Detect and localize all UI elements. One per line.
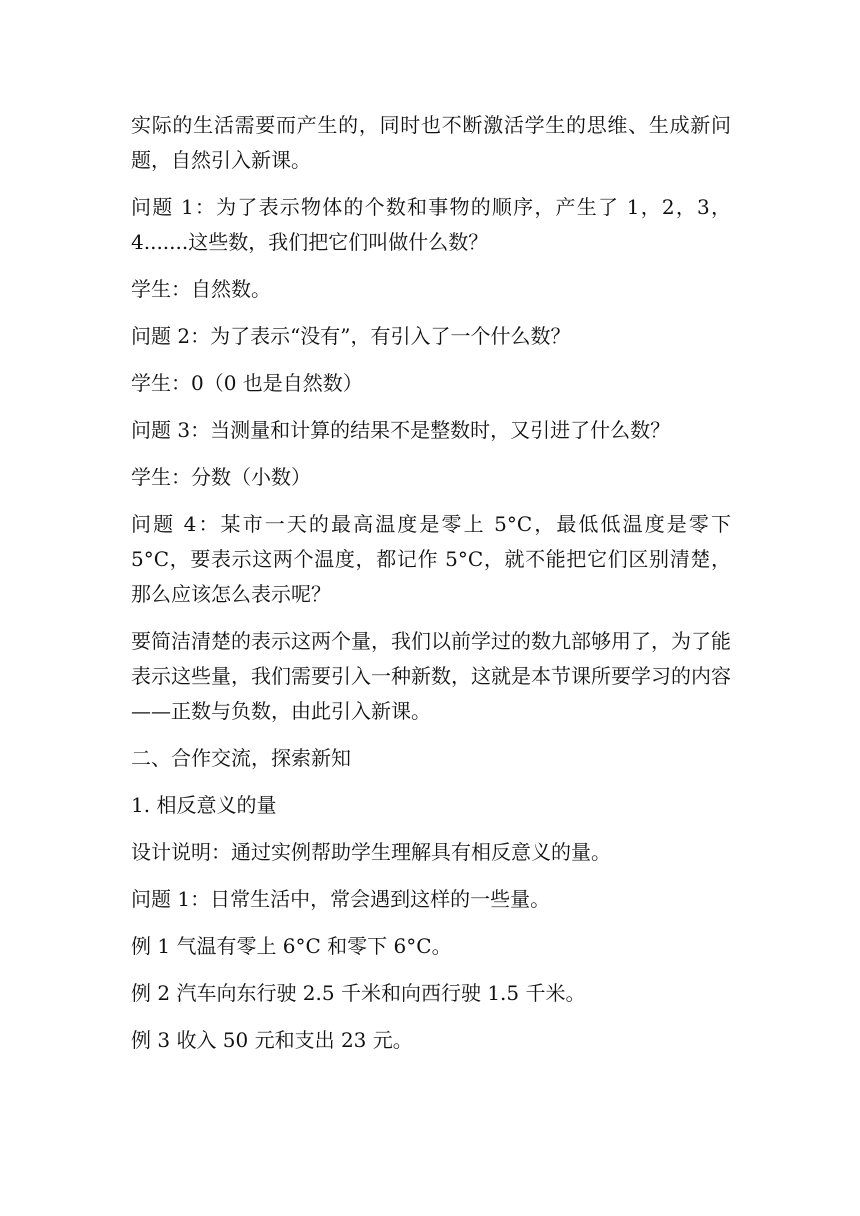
paragraph-student-answer-1: 学生：自然数。 — [131, 277, 271, 301]
paragraph-explanation: 要简洁清楚的表示这两个量，我们以前学过的数九部够用了，为了能表示这些量，我们需要引入一种新数，这就是本节课所要学习的内容——正数与负数，由此引入新课。 — [131, 629, 731, 723]
paragraph-student-answer-3: 学生：分数（小数） — [131, 465, 311, 489]
paragraph-question-1: 问题 1：为了表示物体的个数和事物的顺序，产生了 1，2，3，4.......这些数，我们把它们叫做什么数？ — [131, 195, 731, 254]
paragraph-example-2: 例 2 汽车向东行驶 2.5 千米和向西行驶 1.5 千米。 — [131, 981, 586, 1005]
paragraph-example-3: 例 3 收入 50 元和支出 23 元。 — [131, 1028, 413, 1052]
paragraph-intro: 实际的生活需要而产生的，同时也不断激活学生的思维、生成新问题，自然引入新课。 — [131, 113, 731, 172]
paragraph-question-daily: 问题 1：日常生活中，常会遇到这样的一些量。 — [131, 887, 551, 911]
document-body — [131, 108, 731, 1070]
paragraph-question-2: 问题 2：为了表示“没有”，有引入了一个什么数？ — [131, 324, 571, 348]
paragraph-question-3: 问题 3：当测量和计算的结果不是整数时，又引进了什么数？ — [131, 418, 671, 442]
paragraph-design-note: 设计说明：通过实例帮助学生理解具有相反意义的量。 — [131, 840, 611, 864]
paragraph-student-answer-2: 学生：0（0 也是自然数） — [131, 371, 363, 395]
paragraph-question-4: 问题 4：某市一天的最高温度是零上 5°C，最低低温度是零下 5°C，要表示这两个温度，都记作 5°C，就不能把它们区别清楚，那么应该怎么表示呢？ — [131, 512, 731, 606]
section-heading: 二、合作交流，探索新知 — [131, 746, 351, 770]
paragraph-example-1: 例 1 气温有零上 6°C 和零下 6°C。 — [131, 934, 452, 958]
subsection-heading: 1. 相反意义的量 — [131, 793, 277, 817]
